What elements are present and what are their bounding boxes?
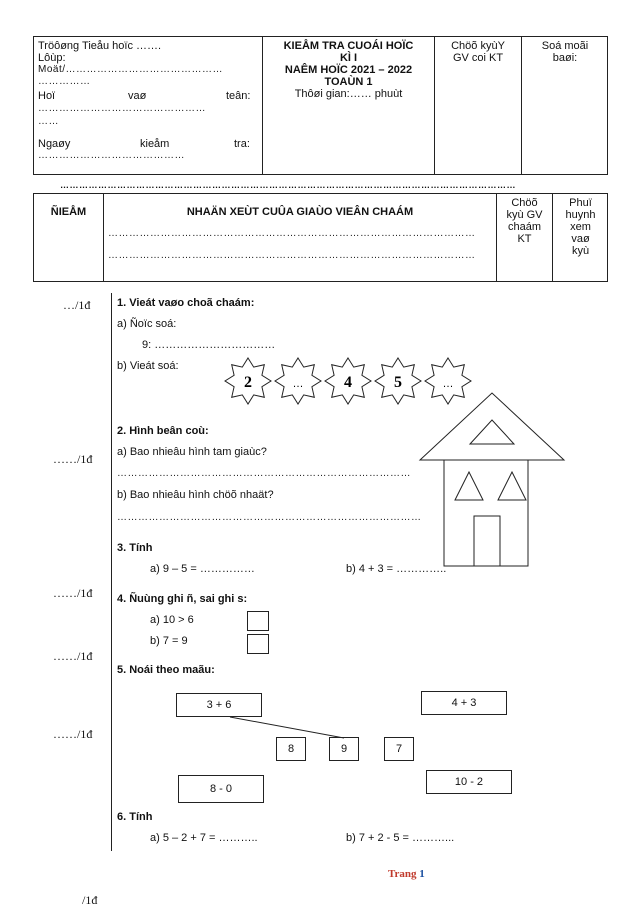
- match-box-8-minus-0[interactable]: 8 - 0: [178, 775, 264, 803]
- exam-time: Thôøi gian:…… phuùt: [294, 88, 403, 100]
- class-dots: Moät/………………………………………: [38, 64, 224, 75]
- score-q2: ……/1đ: [53, 452, 93, 466]
- class-dots-2: ……………: [38, 76, 91, 87]
- grader-sig-line-1: Chöõ: [511, 197, 538, 209]
- name-label-3: teân:: [226, 90, 251, 102]
- q4-b: b) 7 = 9: [150, 635, 188, 647]
- star-label: 5: [394, 374, 402, 391]
- comment-label: NHAÄN XEÙT CUÛA GIAÙO VIEÂN CHAÁM: [186, 206, 414, 218]
- house-roof: [420, 393, 564, 460]
- date-label-3: tra:: [234, 138, 250, 150]
- match-box-10-minus-2[interactable]: 10 - 2: [426, 770, 512, 794]
- proctor-signature-label-1: Chöõ kyùY: [451, 40, 505, 52]
- score-label: ÑIEÅM: [50, 206, 87, 218]
- roof-window-triangle: [470, 420, 514, 444]
- grader-signature-label: [497, 197, 552, 245]
- comment-dots-1: ……………………………………………………………………………………………: [108, 228, 476, 239]
- house-figure: [412, 390, 582, 570]
- exam-title-4: TOAÙN 1: [324, 76, 373, 88]
- date-dots: ……………………………………: [38, 150, 185, 161]
- q3-title: 3. Tính: [117, 542, 153, 554]
- q4-a-answer-box[interactable]: [247, 611, 269, 631]
- parent-sig-line-5: kyù: [571, 245, 590, 257]
- star-label: …: [292, 378, 304, 390]
- date-label-2: kieåm: [140, 138, 170, 150]
- star-label: 4: [344, 374, 352, 391]
- paper-number-label-1: Soá moãi: [541, 40, 589, 52]
- star-label: …: [442, 378, 454, 390]
- q3-a: a) 9 – 5 = ……………: [150, 563, 255, 575]
- match-box-4-plus-3[interactable]: 4 + 3: [421, 691, 507, 715]
- q5-title: 5. Noái theo maãu:: [117, 664, 215, 676]
- match-box-9[interactable]: 9: [329, 737, 359, 761]
- exam-title-2: KÌ I: [339, 52, 358, 64]
- grader-sig-line-4: KT: [517, 233, 532, 245]
- q2-b-answer-dots: ……………………………………………………………………………: [117, 512, 422, 523]
- parent-signature-label: [553, 197, 608, 257]
- q2-b-question: b) Bao nhieâu hình chöõ nhaät?: [117, 489, 274, 501]
- score-q1: …/1đ: [63, 298, 91, 312]
- parent-sig-line-1: Phuï: [569, 197, 592, 209]
- q4-title: 4. Ñuùng ghi ñ, sai ghi s:: [117, 593, 248, 605]
- date-label-1: Ngaøy: [38, 138, 71, 150]
- school-name: Tröôøng Tieåu hoïc …….: [38, 40, 162, 52]
- q6-a: a) 5 – 2 + 7 = ………..: [150, 832, 258, 844]
- q1-b-label: b) Vieát soá:: [117, 360, 179, 372]
- q6-b: b) 7 + 2 - 5 = ………...: [346, 832, 455, 844]
- q3-b: b) 4 + 3 = …………..: [346, 563, 447, 575]
- match-box-3-plus-6[interactable]: 3 + 6: [176, 693, 262, 717]
- q6-title: 6. Tính: [117, 811, 153, 823]
- q2-a-answer-dots: …………………………………………………………………………: [117, 468, 411, 479]
- q4-a: a) 10 > 6: [150, 614, 194, 626]
- paper-number-label-2: baøi:: [552, 52, 578, 64]
- q2-a-question: a) Bao nhieâu hình tam giaùc?: [117, 446, 267, 458]
- q1-title: 1. Vieát vaøo choã chaám:: [117, 297, 255, 309]
- house-body: [444, 460, 528, 566]
- score-q3: ……/1đ: [53, 586, 93, 600]
- parent-sig-line-2: huynh: [565, 209, 596, 221]
- match-box-8[interactable]: 8: [276, 737, 306, 761]
- proctor-signature-label-2: GV coi KT: [452, 52, 504, 64]
- star-label: 2: [244, 374, 252, 391]
- parent-sig-line-4: vaø: [571, 233, 590, 245]
- q1-a-line: 9: ……………………………: [142, 339, 276, 351]
- page-word: Trang: [388, 868, 417, 880]
- cut-line: ………………………………………………………………………………………………………………………………: [60, 180, 516, 190]
- name-label-1: Hoï: [38, 90, 56, 102]
- house-door: [474, 516, 500, 566]
- class-label: Lôùp:: [38, 52, 66, 64]
- left-window-triangle: [455, 472, 483, 500]
- page-footer: [388, 868, 425, 880]
- right-window-triangle: [498, 472, 526, 500]
- q1-a-label: a) Ñoïc soá:: [117, 318, 177, 330]
- name-dots-2: ……: [38, 116, 59, 127]
- page-number: 1: [419, 868, 425, 880]
- name-label-2: vaø: [128, 90, 147, 102]
- name-dots: …………………………………………: [38, 103, 206, 114]
- score-column-divider: [111, 293, 112, 851]
- match-box-7[interactable]: 7: [384, 737, 414, 761]
- q4-b-answer-box[interactable]: [247, 634, 269, 654]
- score-q5: ……/1đ: [53, 727, 93, 741]
- exam-title-3: NAÊM HOÏC 2021 – 2022: [284, 64, 413, 76]
- parent-sig-line-3: xem: [570, 221, 591, 233]
- score-q4: ……/1đ: [53, 649, 93, 663]
- grader-sig-line-2: kyù GV: [506, 209, 543, 221]
- score-bottom: /1đ: [82, 893, 98, 907]
- exam-title-1: KIEÅM TRA CUOÁI HOÏC: [283, 40, 414, 52]
- comment-dots-2: ……………………………………………………………………………………………: [108, 250, 476, 261]
- q2-title: 2. Hình beân coù:: [117, 425, 209, 437]
- grader-sig-line-3: chaám: [507, 221, 542, 233]
